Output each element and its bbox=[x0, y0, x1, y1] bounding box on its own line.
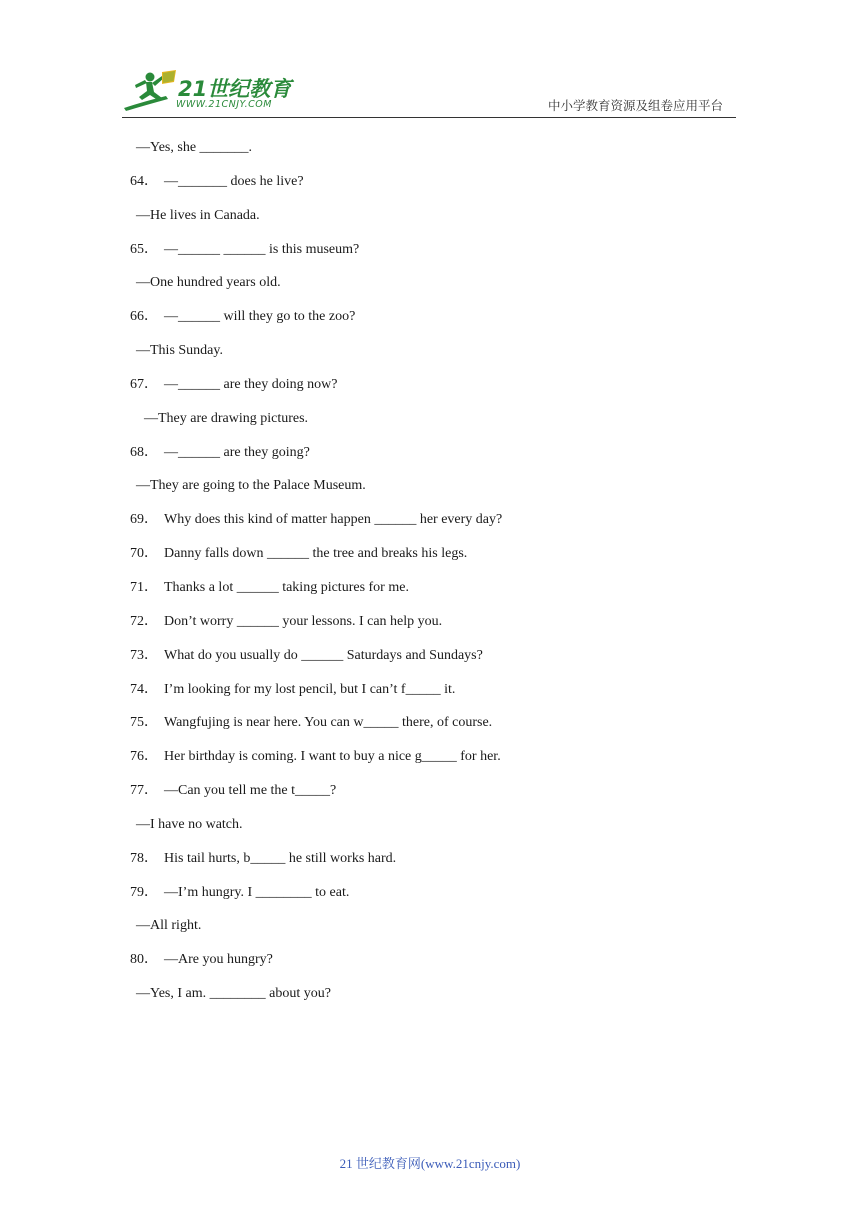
list-item bbox=[130, 340, 750, 374]
question-number: 76． bbox=[130, 749, 158, 765]
header-divider bbox=[122, 117, 736, 118]
list-item bbox=[130, 746, 750, 780]
question-number: 78． bbox=[130, 850, 158, 866]
question-number: 64． bbox=[130, 173, 158, 189]
question-text: —______ are they doing now? bbox=[164, 376, 338, 392]
list-item bbox=[130, 442, 750, 476]
question-text: Don’t worry ______ your lessons. I can help you. bbox=[164, 613, 443, 629]
question-text: —This Sunday. bbox=[136, 343, 223, 359]
question-text: —Yes, I am. ________ about you? bbox=[136, 986, 331, 1002]
list-item bbox=[130, 814, 750, 848]
question-number: 70． bbox=[130, 546, 158, 562]
list-item bbox=[130, 374, 750, 408]
list-item bbox=[130, 239, 750, 273]
list-item bbox=[130, 712, 750, 746]
list-item bbox=[130, 780, 750, 814]
list-item bbox=[130, 611, 750, 645]
question-text: Why does this kind of matter happen ______ her every day? bbox=[164, 512, 503, 528]
question-number: 74． bbox=[130, 681, 158, 697]
logo-url: WWW.21CNJY.COM bbox=[176, 99, 272, 110]
logo-text: 21世纪教育 bbox=[178, 77, 292, 101]
list-item bbox=[130, 915, 750, 949]
list-item bbox=[130, 171, 750, 205]
question-text: —They are going to the Palace Museum. bbox=[136, 478, 366, 494]
question-number: 69． bbox=[130, 512, 158, 528]
list-item bbox=[130, 983, 750, 1017]
list-item bbox=[130, 577, 750, 611]
list-item bbox=[130, 137, 750, 171]
question-text: —Yes, she _______. bbox=[136, 140, 253, 155]
question-number: 68． bbox=[130, 444, 158, 460]
list-item bbox=[130, 543, 750, 577]
platform-title: 中小学教育资源及组卷应用平台 bbox=[548, 98, 724, 113]
question-number: 80． bbox=[130, 952, 158, 968]
list-item bbox=[130, 848, 750, 882]
list-item bbox=[130, 949, 750, 983]
question-text: —I have no watch. bbox=[136, 816, 243, 832]
question-text: —_______ does he live? bbox=[164, 173, 304, 189]
question-text: —I’m hungry. I ________ to eat. bbox=[164, 884, 350, 900]
question-text: —Can you tell me the t_____? bbox=[164, 783, 337, 799]
runner-logo-icon bbox=[122, 68, 180, 114]
question-text: —One hundred years old. bbox=[136, 275, 281, 291]
question-text: —______ will they go to the zoo? bbox=[164, 309, 356, 325]
list-item bbox=[130, 272, 750, 306]
question-number: 75． bbox=[130, 715, 158, 731]
question-text: I’m looking for my lost pencil, but I can’t f_____ it. bbox=[164, 681, 456, 697]
exercise-list bbox=[130, 137, 750, 1017]
question-number: 65． bbox=[130, 241, 158, 257]
list-item bbox=[130, 306, 750, 340]
list-item bbox=[130, 408, 750, 442]
page-header bbox=[0, 0, 860, 125]
question-text: His tail hurts, b_____ he still works hard. bbox=[164, 850, 397, 866]
list-item bbox=[130, 509, 750, 543]
question-number: 79． bbox=[130, 884, 158, 900]
question-number: 77． bbox=[130, 783, 158, 799]
list-item bbox=[130, 475, 750, 509]
site-logo[interactable] bbox=[122, 68, 292, 114]
list-item bbox=[130, 645, 750, 679]
question-text: What do you usually do ______ Saturdays and Sundays? bbox=[164, 647, 483, 663]
list-item bbox=[130, 679, 750, 713]
question-text: Her birthday is coming. I want to buy a nice g_____ for her. bbox=[164, 749, 501, 765]
question-text: —______ are they going? bbox=[164, 444, 310, 460]
question-text: —He lives in Canada. bbox=[136, 207, 260, 223]
list-item bbox=[130, 882, 750, 916]
question-number: 67． bbox=[130, 376, 158, 392]
question-text: Thanks a lot ______ taking pictures for me. bbox=[164, 579, 409, 595]
question-text: Wangfujing is near here. You can w_____ there, of course. bbox=[164, 715, 493, 731]
page-footer bbox=[0, 1153, 860, 1172]
question-text: —All right. bbox=[136, 918, 202, 934]
question-number: 72． bbox=[130, 613, 158, 629]
question-text: —They are drawing pictures. bbox=[144, 410, 309, 426]
question-number: 66． bbox=[130, 309, 158, 325]
question-number: 71． bbox=[130, 579, 158, 595]
footer-link[interactable]: 21 世纪教育网(www.21cnjy.com) bbox=[339, 1156, 521, 1171]
list-item bbox=[130, 205, 750, 239]
question-text: —______ ______ is this museum? bbox=[164, 241, 360, 257]
question-text: Danny falls down ______ the tree and breaks his legs. bbox=[164, 546, 468, 562]
question-number: 73． bbox=[130, 647, 158, 663]
question-text: —Are you hungry? bbox=[164, 952, 273, 968]
